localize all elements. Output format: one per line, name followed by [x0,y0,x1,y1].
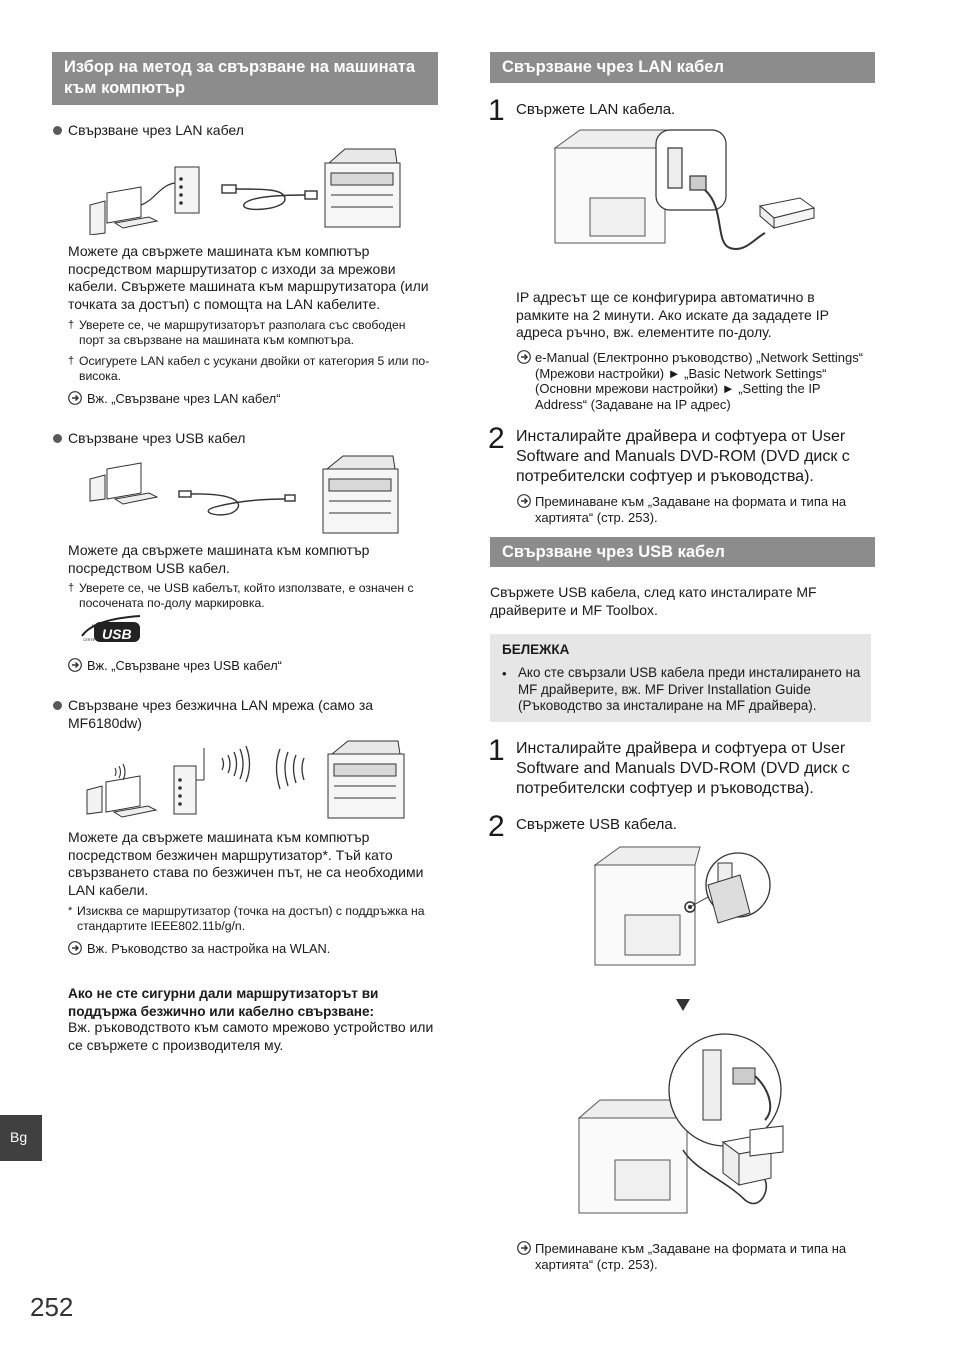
lan-section-header [490,52,875,83]
lan-bullet-label: Свързване чрез LAN кабел [68,122,244,138]
svg-text:CERTIFIED: CERTIFIED [83,638,102,642]
usb-intro-text: Свържете USB кабела, след като инсталирате MF драйверите и MF Toolbox. [490,584,817,618]
lan-connection-illustration [85,145,405,235]
usb-connection-illustration [85,455,405,540]
usb-note-text: Уверете се, че USB кабелът, който използвате, е означен с посочената по-долу маркировка. [79,581,414,610]
usb-bullet-label: Свързване чрез USB кабел [68,430,246,446]
down-triangle-icon [676,999,690,1011]
usb-step2-text: Свържете USB кабела. [516,816,677,833]
lan-step1-number: 1 [488,94,505,127]
lan-note2-text: Осигурете LAN кабел с усукани двойки от категория 5 или по-висока. [79,354,430,383]
usb-final-ref-text: Преминаване към „Задаване на формата и типа на хартията“ (стр. 253). [535,1241,847,1272]
wlan-connection-illustration [82,740,410,822]
wlan-note-text: Изисква се маршрутизатор (точка на достъп) с поддръжка на стандартите IEEE802.11b/g/n. [77,904,425,933]
left-section-header-text: Избор на метод за свързване на машината към компютър [64,58,416,97]
lan-step2-ref-text: Преминаване към „Задаване на формата и типа на хартията“ (стр. 253). [535,494,847,525]
lan-section-header-text: Свързване чрез LAN кабел [502,58,724,76]
usb-step1-number: 1 [488,734,505,767]
usb-step1-text: Инсталирайте драйвера и софтуера от User Software and Manuals DVD-ROM (DVD диск с потребителски софтуер и ръководства). [516,740,850,797]
svg-text:USB: USB [102,626,132,642]
note-text: Ако сте свързали USB кабела преди инсталирането на MF драйверите, вж. MF Driver Installation Guide (Ръководство за инсталиране на MF драйвера). [518,665,861,713]
lan-ref-text: Вж. „Свързване чрез LAN кабел“ [87,391,281,406]
bullet-dot-icon [53,126,62,135]
arrow-circle-ref-icon [517,1241,531,1255]
wlan-ref-text: Вж. Ръководство за настройка на WLAN. [87,941,331,956]
usb-section-header-text: Свързване чрез USB кабел [502,543,725,561]
note-title: БЕЛЕЖКА [502,642,570,657]
usb-note-mark: † [68,582,75,594]
lan-cable-printer-illustration [550,128,820,263]
left-section-header [52,52,438,105]
closing-bold-text: Ако не сте сигурни дали маршрутизаторът ви поддържа безжично или кабелно свързване: [68,986,379,1019]
bullet-dot-icon [53,701,62,710]
usb-cable-connection-illustration [575,1030,790,1225]
usb-ref-text: Вж. „Свързване чрез USB кабел“ [87,658,282,673]
wlan-body-text: Можете да свържете машината към компютър посредством безжичен маршрутизатор*. Тъй като свързването става по безжичен път, не са необходими LAN кабели. [68,829,424,898]
arrow-circle-ref-icon [517,350,531,364]
lan-step1-text: Свържете LAN кабела. [516,101,676,118]
arrow-circle-ref-icon [68,658,82,672]
arrow-circle-ref-icon [68,391,82,405]
wlan-note-mark: * [68,905,73,917]
page-number: 252 [30,1292,74,1322]
wlan-bullet-label: Свързване чрез безжична LAN мрежа (само за MF6180dw) [68,697,374,731]
usb-port-location-illustration [590,845,775,975]
language-side-tab [0,1115,42,1161]
lan-step2-number: 2 [488,422,505,455]
lan-ip-text: IP адресът ще се конфигурира автоматично в рамките на 2 минути. Ако искате да зададете IP адреса ръчно, вж. елементите по-долу. [516,289,829,340]
closing-text: Вж. ръководството към самото мрежово устройство или се свържете с производителя му. [68,1019,434,1053]
svg-text:HI-SPEED: HI-SPEED [92,623,114,628]
note-box [490,634,871,722]
bullet-dot-icon [53,434,62,443]
lan-note1-text: Уверете се, че маршрутизаторът разполага със свободен порт за свързване на машината към компютъра. [79,318,406,347]
lan-ip-ref-text: e-Manual (Електронно ръководство) „Network Settings“ (Мрежови настройки) ► „Basic Network Settings“ (Основни мрежови настройки) ► „Setting the IP Address“ (Задаване на IP адрес) [535,350,864,412]
usb-body-text: Можете да свържете машината към компютър посредством USB кабел. [68,542,370,576]
arrow-circle-ref-icon [68,941,82,955]
usb-section-header [490,537,875,567]
arrow-circle-ref-icon [517,494,531,508]
note-bullet: • [502,666,507,681]
lan-note1-mark: † [68,319,75,331]
usb-step2-number: 2 [488,810,505,843]
language-side-tab-label: Bg [10,1129,28,1145]
lan-body-text: Можете да свържете машината към компютър посредством маршрутизатор с изходи за мрежови кабели. Свържете машината към маршрутизатора (или точката за достъп) с помощта на LAN кабелите. [68,243,429,312]
usb-logo-icon [80,614,142,644]
lan-note2-mark: † [68,355,75,367]
lan-step2-text: Инсталирайте драйвера и софтуера от User Software and Manuals DVD-ROM (DVD диск с потребителски софтуер и ръководства). [516,428,850,485]
